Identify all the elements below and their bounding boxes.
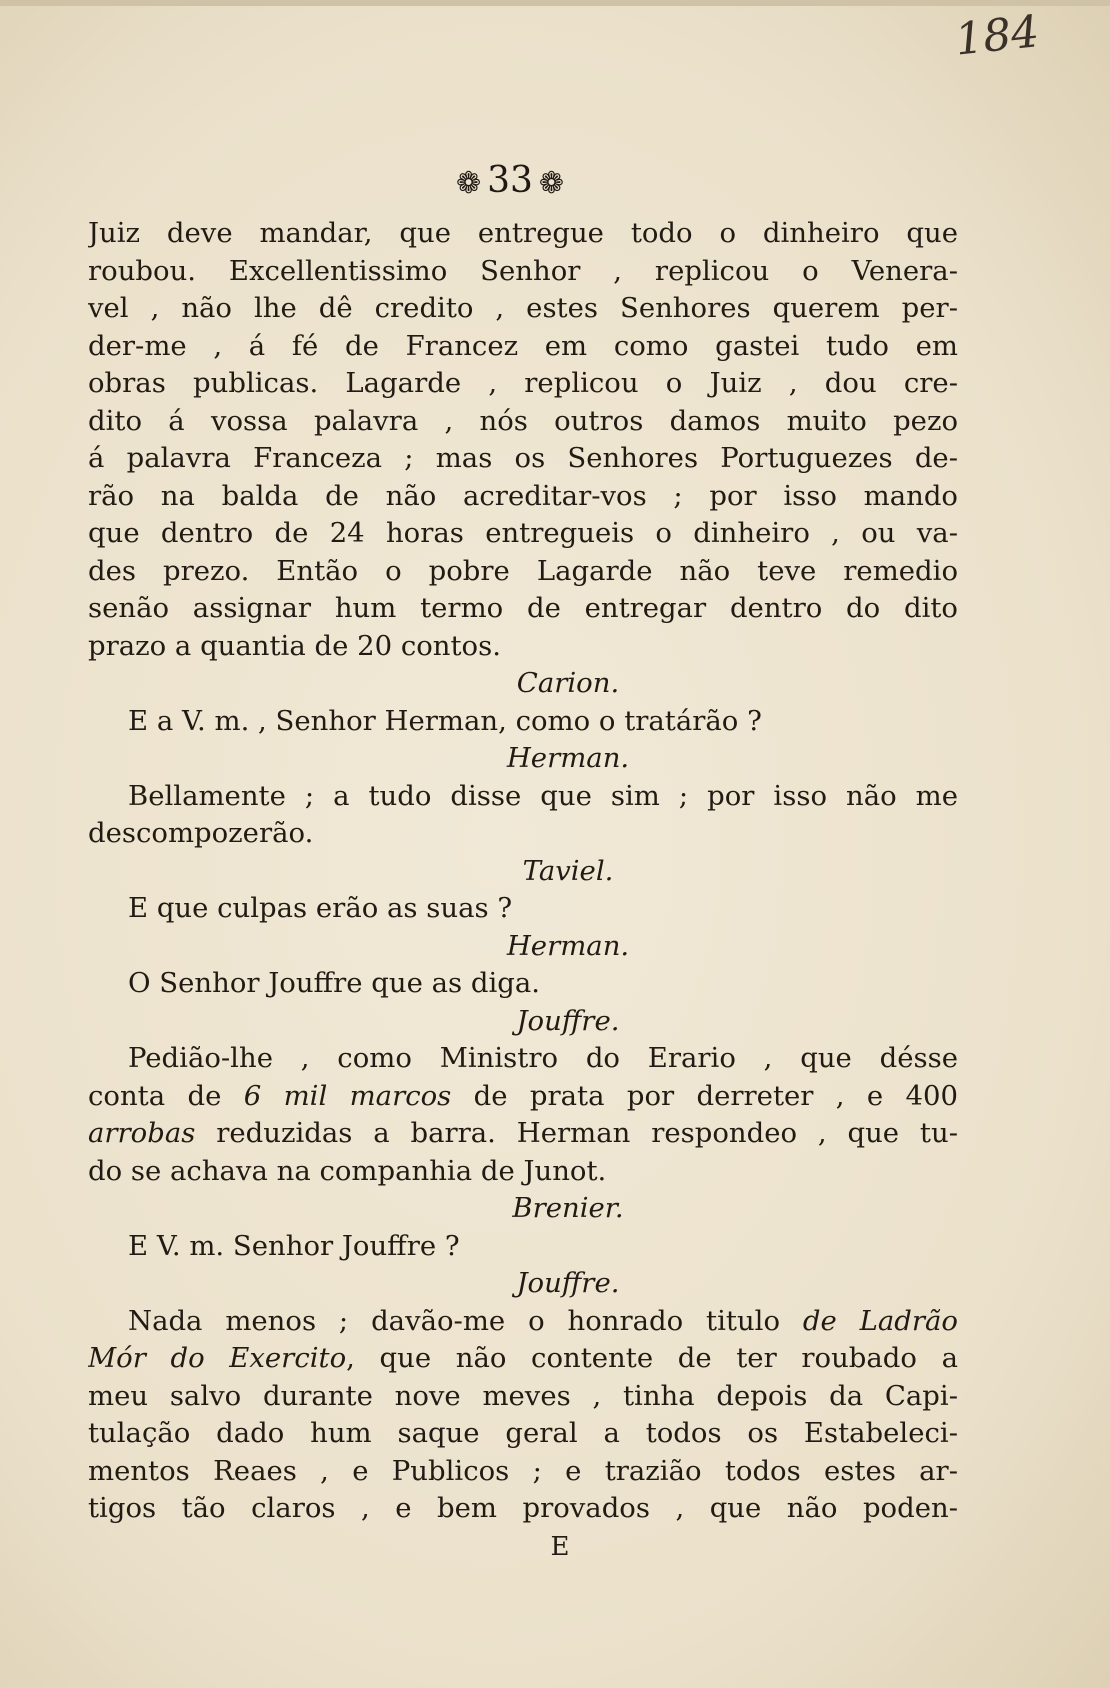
speech-line: descompozerão. bbox=[88, 817, 314, 849]
speech-line: O Senhor Jouffre que as diga. bbox=[128, 967, 540, 999]
speaker-name: Brenier. bbox=[512, 1192, 624, 1224]
text-line: que dentro de 24 horas entregueis o dinheiro , ou va- bbox=[88, 517, 958, 549]
speech-line: Pedião-lhe , como Ministro do Erario , que désse bbox=[128, 1042, 958, 1074]
speech-line: mentos Reaes , e Publicos ; e trazião todos estes ar- bbox=[88, 1454, 958, 1487]
emphasis: arrobas bbox=[88, 1117, 196, 1149]
emphasis: de Ladrão bbox=[802, 1304, 958, 1337]
speech-line: conta de 6 mil marcos de prata por derreter , e 400 bbox=[88, 1079, 958, 1112]
text-line: senão assignar hum termo de entregar dentro do dito bbox=[88, 592, 958, 624]
page-number bbox=[420, 160, 600, 201]
text-line: obras publicas. Lagarde , replicou o Juiz , dou cre- bbox=[88, 367, 958, 399]
speaker-name: Herman. bbox=[506, 742, 630, 774]
speaker-name: Jouffre. bbox=[516, 1267, 620, 1299]
text-line: der-me , á fé de Francez em como gastei tudo em bbox=[88, 329, 958, 362]
ornament-left-icon: ❁ bbox=[455, 165, 482, 201]
text-line: Juiz deve mandar, que entregue todo o dinheiro que bbox=[88, 217, 958, 249]
speech-line: E a V. m. , Senhor Herman, como o tratárão ? bbox=[128, 704, 762, 737]
text-line: dito á vossa palavra , nós outros damos muito pezo bbox=[88, 404, 958, 437]
speech-line: Nada menos ; davão-me o honrado titulo de Ladrão bbox=[128, 1304, 958, 1337]
text-line: prazo a quantia de 20 contos. bbox=[88, 629, 501, 662]
speech-line: Mór do Exercito, que não contente de ter roubado a bbox=[88, 1342, 958, 1374]
emphasis: 6 mil marcos bbox=[243, 1079, 452, 1112]
page-number-value: 33 bbox=[487, 160, 533, 201]
signature-mark: E bbox=[550, 1532, 570, 1562]
text-line: des prezo. Então o pobre Lagarde não teve remedio bbox=[88, 554, 958, 587]
speaker-name: Carion. bbox=[516, 667, 620, 699]
speaker-name: Jouffre. bbox=[516, 1004, 620, 1037]
text-line: á palavra Franceza ; mas os Senhores Portuguezes de- bbox=[88, 442, 958, 474]
folio-number: 184 bbox=[952, 6, 1042, 66]
speech-line: tulação dado hum saque geral a todos os Estabeleci- bbox=[88, 1417, 958, 1449]
emphasis: Mór do Exercito bbox=[88, 1342, 347, 1374]
speech-line: tigos tão claros , e bem provados , que não poden- bbox=[88, 1492, 958, 1524]
text-line: vel , não lhe dê credito , estes Senhores querem per- bbox=[88, 292, 958, 324]
text-line: rão na balda de não acreditar-vos ; por isso mando bbox=[88, 479, 958, 512]
speech-line: Bellamente ; a tudo disse que sim ; por isso não me bbox=[128, 779, 958, 812]
speech-line: meu salvo durante nove meves , tinha depois da Capi- bbox=[88, 1379, 958, 1412]
speaker-name: Taviel. bbox=[522, 854, 614, 887]
speech-line: E que culpas erão as suas ? bbox=[128, 892, 513, 924]
speaker-name: Herman. bbox=[506, 929, 630, 962]
speech-line: arrobas reduzidas a barra. Herman respondeo , que tu- bbox=[88, 1117, 958, 1149]
ornament-right-icon: ❁ bbox=[538, 165, 565, 201]
body-text bbox=[88, 215, 958, 1528]
speech-line: E V. m. Senhor Jouffre ? bbox=[128, 1229, 460, 1262]
page-edge bbox=[0, 0, 1110, 6]
text-line: roubou. Excellentissimo Senhor , replicou o Venera- bbox=[88, 254, 958, 287]
speech-line: do se achava na companhia de Junot. bbox=[88, 1154, 607, 1187]
